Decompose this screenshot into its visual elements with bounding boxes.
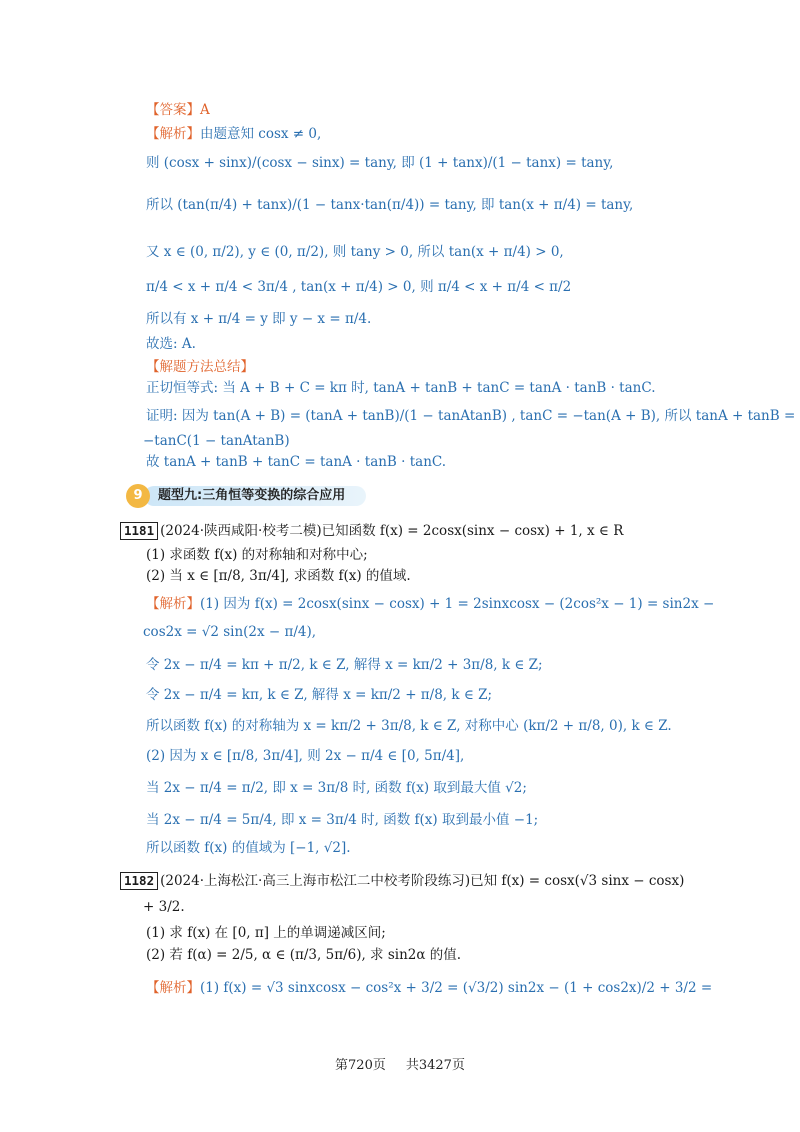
- answer-line: [146, 100, 706, 120]
- answer-tag: 【答案】: [146, 102, 200, 118]
- section-number: 9: [126, 484, 150, 508]
- section-title: 题型九:三角恒等变换的综合应用: [144, 486, 366, 506]
- solution-line: cos2x = √2 sin(2x − π/4),: [143, 624, 317, 640]
- section-header: [126, 483, 376, 509]
- solution-line: 令 2x − π/4 = kπ, k ∈ Z, 解得 x = kπ/2 + π/8, k ∈ Z;: [146, 687, 493, 703]
- analysis-line: 所以有 x + π/4 = y 即 y − x = π/4.: [146, 311, 372, 327]
- solution-line: [146, 978, 713, 998]
- solution-line: 所以函数 f(x) 的值域为 [−1, √2].: [146, 840, 351, 856]
- method-line: 正切恒等式: 当 A + B + C = kπ 时, tanA + tanB + tanC = tanA · tanB · tanC.: [146, 380, 656, 396]
- analysis-line: [146, 124, 706, 144]
- solution-line: (2) 因为 x ∈ [π/8, 3π/4], 则 2x − π/4 ∈ [0, 5π/4],: [146, 748, 465, 764]
- question-stem: [120, 521, 680, 541]
- question-stem-text: (2024·陕西咸阳·校考二模)已知函数 f(x) = 2cosx(sinx − cosx) + 1, x ∈ R: [160, 523, 624, 539]
- solution-line: [146, 594, 715, 614]
- method-line: −tanC(1 − tanAtanB): [143, 433, 290, 449]
- page-total: 共3427页: [405, 1058, 465, 1073]
- method-line: 证明: 因为 tan(A + B) = (tanA + tanB)/(1 − tanAtanB) , tanC = −tan(A + B), 所以 tanA + tanB =: [146, 408, 796, 424]
- method-line: 故 tanA + tanB + tanC = tanA · tanB · tanC.: [146, 454, 447, 470]
- analysis-line: 所以 (tan(π/4) + tanx)/(1 − tanx·tan(π/4)) = tany, 即 tan(x + π/4) = tany,: [146, 197, 634, 213]
- question-part: (2) 当 x ∈ [π/8, 3π/4], 求函数 f(x) 的值域.: [146, 568, 411, 584]
- analysis-line: 故选: A.: [146, 336, 196, 352]
- question-number: 1182: [120, 872, 158, 890]
- question-stem-cont: + 3/2.: [143, 899, 185, 915]
- solution-line: 所以函数 f(x) 的对称轴为 x = kπ/2 + 3π/8, k ∈ Z, 对称中心 (kπ/2 + π/8, 0), k ∈ Z.: [146, 718, 672, 734]
- answer-value: A: [200, 102, 210, 118]
- analysis-tag: 【解析】: [146, 126, 200, 142]
- analysis-line: 则 (cosx + sinx)/(cosx − sinx) = tany, 即 (1 + tanx)/(1 − tanx) = tany,: [146, 155, 614, 171]
- analysis-tag: 【解析】: [146, 596, 200, 612]
- analysis-text: 由题意知 cosx ≠ 0,: [200, 126, 322, 142]
- question-number: 1181: [120, 522, 158, 540]
- question-part: (1) 求函数 f(x) 的对称轴和对称中心;: [146, 547, 368, 563]
- question-part: (1) 求 f(x) 在 [0, π] 上的单调递减区间;: [146, 925, 386, 941]
- analysis-line: 又 x ∈ (0, π/2), y ∈ (0, π/2), 则 tany > 0, 所以 tan(x + π/4) > 0,: [146, 244, 564, 260]
- question-stem: [120, 871, 700, 891]
- solution-text: (1) 因为 f(x) = 2cosx(sinx − cosx) + 1 = 2sinxcosx − (2cos²x − 1) = sin2x −: [200, 596, 715, 612]
- solution-text: (1) f(x) = √3 sinxcosx − cos²x + 3/2 = (√3/2) sin2x − (1 + cos2x)/2 + 3/2 =: [200, 980, 713, 996]
- page-footer: [0, 1054, 800, 1073]
- solution-line: 当 2x − π/4 = π/2, 即 x = 3π/8 时, 函数 f(x) 取到最大值 √2;: [146, 780, 527, 796]
- solution-line: 当 2x − π/4 = 5π/4, 即 x = 3π/4 时, 函数 f(x) 取到最小值 −1;: [146, 812, 539, 828]
- analysis-tag: 【解析】: [146, 980, 200, 996]
- method-tag: 【解题方法总结】: [146, 359, 254, 375]
- page-number: 第720页: [335, 1058, 386, 1073]
- analysis-line: π/4 < x + π/4 < 3π/4 , tan(x + π/4) > 0, 则 π/4 < x + π/4 < π/2: [146, 279, 572, 295]
- question-stem-text: (2024·上海松江·高三上海市松江二中校考阶段练习)已知 f(x) = cosx(√3 sinx − cosx): [160, 873, 685, 889]
- question-part: (2) 若 f(α) = 2/5, α ∈ (π/3, 5π/6), 求 sin2α 的值.: [146, 947, 462, 963]
- solution-line: 令 2x − π/4 = kπ + π/2, k ∈ Z, 解得 x = kπ/2 + 3π/8, k ∈ Z;: [146, 657, 543, 673]
